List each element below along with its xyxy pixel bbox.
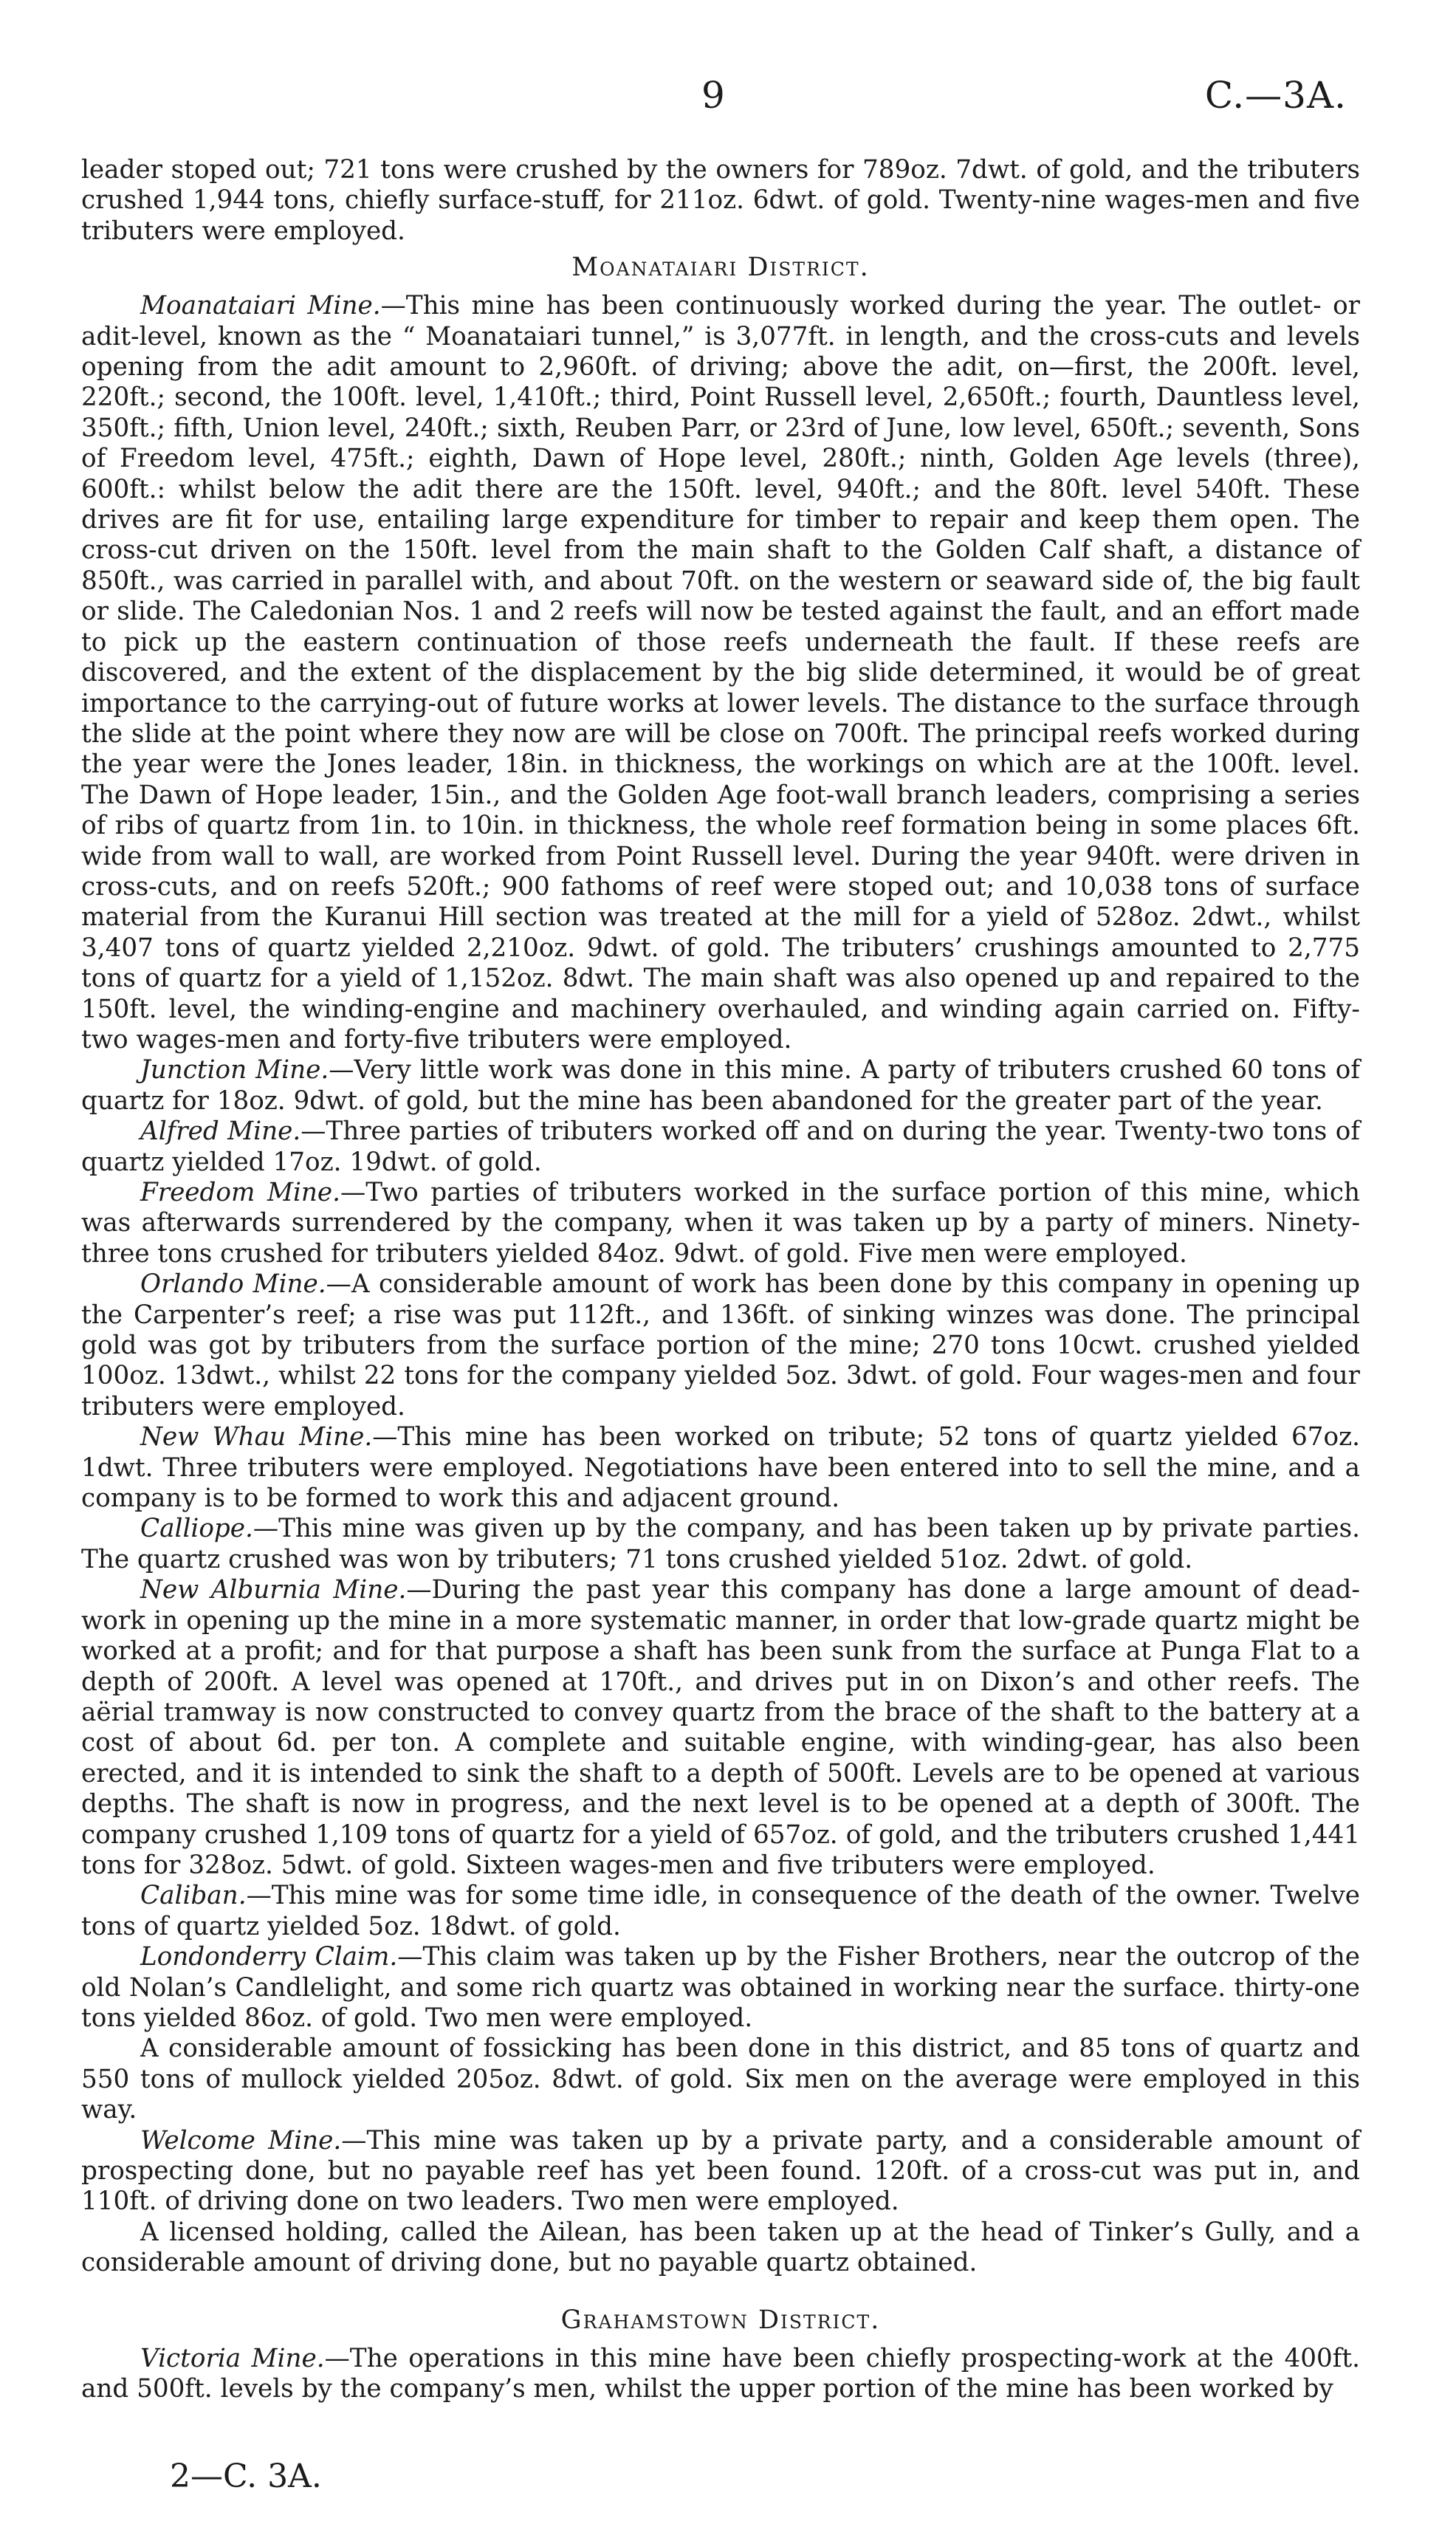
paragraph-text: —Two parties of tributers worked in the surface portion of this mine, which was afterwards surrendered by the company, when it was taken up by a party of miners. Ninety-three tons crushed for tributers yielded 84oz. 9dwt. of gold. Five men were employed. — [81, 1178, 1361, 1269]
paragraph-text: —This mine was taken up by a private party, and a considerable amount of prospecting done, but no payable reef has yet been found. 120ft. of a cross-cut was put in, and 110ft. of driving done on two leaders. Two men were employed. — [81, 2125, 1360, 2217]
paragraph-victoria-mine — [81, 2344, 1360, 2405]
paragraph-freedom-mine — [81, 1178, 1360, 1269]
continued-paragraph: leader stoped out; 721 tons were crushed by the owners for 789oz. 7dwt. of gold, and the tributers crushed 1,944 tons, chiefly surface-stuff, for 211oz. 6dwt. of gold. Twenty-nine wages-men and five tributers were employed. — [81, 155, 1360, 246]
paragraph-text: —This mine was for some time idle, in consequence of the death of the owner. Twelve tons of quartz yielded 5oz. 18dwt. of gold. — [81, 1881, 1360, 1941]
page-number: 9 — [701, 74, 725, 117]
paragraph-orlando-mine — [81, 1269, 1360, 1422]
paragraph-text: —A considerable amount of work has been done by this company in opening up the Carpenter’s reef; a rise was put 112ft., and 136ft. of sinking winzes was done. The principal gold was got by tributers from the surface portion of the mine; 270 tons 10cwt. crushed yielded 100oz. 13dwt., whilst 22 tons for the company yielded 5oz. 3dwt. of gold. Four wages-men and four tributers were employed. — [81, 1269, 1360, 1421]
document-body — [81, 155, 1360, 2404]
mine-name: Victoria Mine. — [140, 2343, 325, 2373]
mine-name: New Whau Mine. — [140, 1422, 373, 1453]
paragraph-text: —Three parties of tributers worked off and on during the year. Twenty-two tons of quartz yielded 17oz. 19dwt. of gold. — [81, 1117, 1360, 1177]
mine-name: Alfred Mine. — [140, 1117, 301, 1147]
mine-name: Caliban. — [140, 1881, 247, 1911]
mine-name: Moanataiari Mine. — [140, 291, 381, 321]
paragraph-new-whau-mine — [81, 1422, 1360, 1514]
paragraph-text: —During the past year this company has done a large amount of dead-work in opening up the mine in a more systematic manner, in order that low-grade quartz might be worked at a profit; and for that purpose a shaft has been sunk from the surface at Punga Flat to a depth of 200ft. A level was opened at 170ft., and drives put in on Dixon’s and other reefs. The aërial tramway is now constructed to convey quartz from the brace of the shaft to the battery at a cost of about 6d. per ton. A complete and suitable engine, with winding-gear, has also been erected, and it is intended to sink the shaft to a depth of 500ft. Levels are to be opened at various depths. The shaft is now in progress, and the next level is to be opened at a depth of 300ft. The company crushed 1,109 tons of quartz for a yield of 657oz. of gold, and the tributers crushed 1,441 tons for 328oz. 5dwt. of gold. Sixteen wages-men and five tributers were employed. — [81, 1575, 1360, 1880]
paragraph-ailean: A licensed holding, called the Ailean, has been taken up at the head of Tinker’s Gully, and a considerable amount of driving done, but no payable quartz obtained. — [81, 2217, 1360, 2278]
paragraph-text: —This mine was given up by the company, and has been taken up by private parties. The quartz crushed was won by tributers; 71 tons crushed yielded 51oz. 2dwt. of gold. — [81, 1514, 1360, 1574]
mine-name: Orlando Mine. — [140, 1269, 326, 1300]
mine-name: Calliope. — [140, 1514, 253, 1544]
section-heading-grahamstown-district: Grahamstown District. — [560, 2305, 881, 2335]
paragraph-text: —Very little work was done in this mine. A party of tributers crushed 60 tons of quartz for 18oz. 9dwt. of gold, but the mine has been abandoned for the greater part of the year. — [81, 1055, 1360, 1116]
mine-name: Junction Mine. — [140, 1055, 329, 1085]
mine-name: Welcome Mine. — [140, 2125, 342, 2155]
paragraph-welcome-mine — [81, 2126, 1360, 2218]
mine-name: New Alburnia Mine. — [140, 1575, 407, 1605]
paragraph-londonderry-claim — [81, 1942, 1360, 2034]
paragraph-text: —This claim was taken up by the Fisher Brothers, near the outcrop of the old Nolan’s Candlelight, and some rich quartz was obtained in working near the surface. thirty-one tons yielded 86oz. of gold. Two men were employed. — [81, 1942, 1361, 2033]
paragraph-junction-mine — [81, 1055, 1360, 1117]
paragraph-text: —The operations in this mine have been chiefly prospecting-work at the 400ft. and 500ft. levels by the company’s men, whilst the upper portion of the mine has been worked by — [81, 2343, 1360, 2404]
paragraph-text: —This mine has been continuously worked during the year. The outlet- or adit-level, known as the “ Moanataiari tunnel,” is 3,077ft. in length, and the cross-cuts and levels opening from the adit amount to 2,960ft. of driving; above the adit, on—first, the 200ft. level, 220ft.; second, the 100ft. level, 1,410ft.; third, Point Russell level, 2,650ft.; fourth, Dauntless level, 350ft.; fifth, Union level, 240ft.; sixth, Reuben Parr, or 23rd of June, low level, 650ft.; seventh, Sons of Freedom level, 475ft.; eighth, Dawn of Hope level, 280ft.; ninth, Golden Age levels (three), 600ft.: whilst below the adit there are the 150ft. level, 940ft.; and the 80ft. level 540ft. These drives are fit for use, entailing large expenditure for timber to repair and keep them open. The cross-cut driven on the 150ft. level from the main shaft to the Golden Calf shaft, a distance of 850ft., was carried in parallel with, and about 70ft. on the western or seaward side of, the big fault or slide. The Caledonian Nos. 1 and 2 reefs will now be tested against the fault, and an effort made to pick up the eastern continuation of those reefs underneath the fault. If these reefs are discovered, and the extent of the displacement by the big slide determined, it would be of great importance to the carrying-out of future works at lower levels. The distance to the surface through the slide at the point where they now are will be close on 700ft. The principal reefs worked during the year were the Jones leader, 18in. in thickness, the workings on which are at the 100ft. level. The Dawn of Hope leader, 15in., and the Golden Age foot-wall branch leaders, comprising a series of ribs of quartz from 1in. to 10in. in thickness, the whole reef formation being in some places 6ft. wide from wall to wall, are worked from Point Russell level. During the year 940ft. were driven in cross-cuts, and on reefs 520ft.; 900 fathoms of reef were stoped out; and 10,038 tons of surface material from the Kuranui Hill section was treated at the mill for a yield of 528oz. 2dwt., whilst 3,407 tons of quartz yielded 2,210oz. 9dwt. of gold. The tributers’ crushings amounted to 2,775 tons of quartz for a yield of 1,152oz. 8dwt. The main shaft was also opened up and repaired to the 150ft. level, the winding-engine and machinery overhauled, and winding again carried on. Fifty-two wages-men and forty-five tributers were employed. — [81, 291, 1360, 1054]
paragraph-moanataiari-mine — [81, 291, 1360, 1055]
page-header — [0, 74, 1456, 126]
document-reference: C.—3A. — [1204, 74, 1347, 117]
paragraph-calliope — [81, 1514, 1360, 1575]
mine-name: Freedom Mine. — [140, 1178, 341, 1207]
paragraph-text: —This mine has been worked on tribute; 52 tons of quartz yielded 67oz. 1dwt. Three tributers were employed. Negotiations have been entered into to sell the mine, and a company is to be formed to work this and adjacent ground. — [81, 1422, 1361, 1514]
paragraph-fossicking: A considerable amount of fossicking has been done in this district, and 85 tons of quartz and 550 tons of mullock yielded 205oz. 8dwt. of gold. Six men on the average were employed in this way. — [81, 2034, 1360, 2125]
paragraph-caliban — [81, 1881, 1360, 1942]
paragraph-alfred-mine — [81, 1117, 1360, 1178]
mine-name: Londonderry Claim. — [140, 1942, 398, 1972]
section-heading-moanataiari-district: Moanataiari District. — [571, 253, 870, 283]
printer-signature-mark: 2—C. 3A. — [170, 2458, 322, 2495]
paragraph-new-alburnia-mine — [81, 1575, 1360, 1881]
